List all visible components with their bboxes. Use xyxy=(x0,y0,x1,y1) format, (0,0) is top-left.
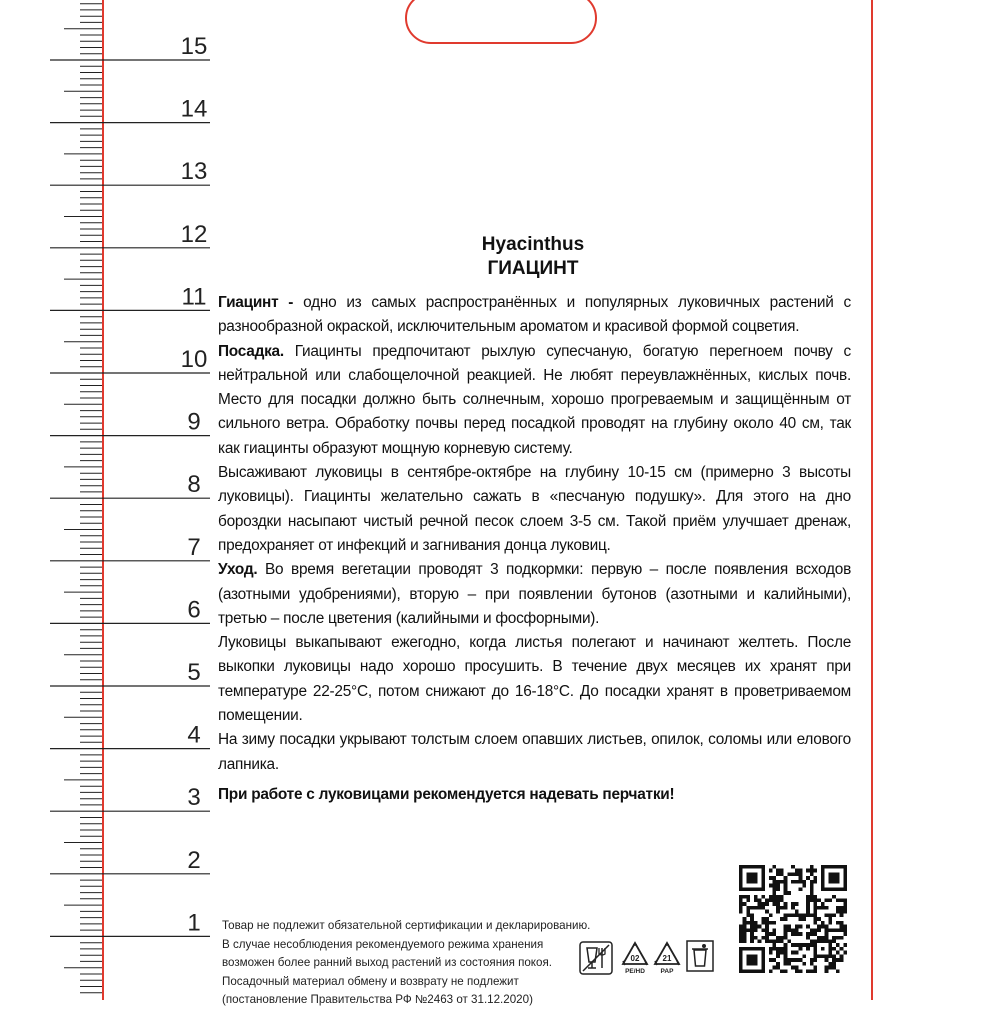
ruler-label: 12 xyxy=(180,220,208,248)
pap-label: PAP xyxy=(660,968,674,975)
pap-code: 21 xyxy=(662,954,672,963)
title-latin: Hyacinthus xyxy=(481,234,585,255)
footer-line: Посадочный материал обмену и возврату не подлежит xyxy=(222,974,519,988)
footer-line: Товар не подлежит обязательной сертификации и декларированию. xyxy=(222,919,591,932)
recycle-pe-hd-icon xyxy=(620,940,650,976)
title-russian: ГИАЦИНТ xyxy=(487,258,579,279)
qr-code-icon xyxy=(739,865,847,973)
pe-code: 02 xyxy=(630,954,640,963)
glass-fork-icon xyxy=(578,940,614,976)
ruler-label: 2 xyxy=(187,846,201,874)
ruler-label: 5 xyxy=(187,659,201,686)
ruler-label: 4 xyxy=(187,721,201,749)
footer-notes xyxy=(222,917,622,1010)
ruler-label: 7 xyxy=(187,533,201,561)
warning-gloves: При работе с луковицами рекомендуется надевать перчатки! xyxy=(218,785,675,803)
paragraph-planting-time: Высаживают луковицы в сентябре-октябре на глубину 10-15 см (примерно 3 высоты луковицы). Гиацинты желательно сажать в «песчаную подушку». Для этого на дно бороздки насыпают чистый речной песок слоем 3-5 см. Такой приём улучшает дренаж, предохраняет от инфекций и загнивания донца луковиц. xyxy=(218,464,851,554)
right-red-border xyxy=(871,0,873,1000)
ruler-label: 11 xyxy=(181,283,207,311)
ruler-label: 15 xyxy=(180,33,208,60)
footer-line: (постановление Правительства РФ №2463 от 31.12.2020) xyxy=(222,993,533,1006)
paragraph-planting: Посадка. Гиацинты предпочитают рыхлую супесчаную, богатую перегноем почву с нейтральной или слабощелочной реакцией. Не любят переувлажнённых, кислых почв. Место для посадки должно быть солнечным, хорошо прогреваемым и защищённым от сильного ветра. Обработку почвы перед посадкой проводят на глубину около 40 см, так как гиацинты образуют мощную корневую систему. xyxy=(218,342,851,457)
paragraph-care: Уход. Во время вегетации проводят 3 подкормки: первую – после появления всходов (азотными удобрениями), вторую – при появлении бутонов (азотными и калийными), третью – после цветения (калийными и фосфорными). xyxy=(218,561,851,627)
hang-hole xyxy=(405,0,597,44)
ruler-label: 13 xyxy=(180,158,208,186)
ruler-label: 1 xyxy=(187,909,201,937)
paragraph-storage: Луковицы выкапывают ежегодно, когда листья полегают и начинают желтеть. После выкопки луковицы надо хорошо просушить. В течение двух месяцев их хранят при температуре 22-25°С, потом снижают до 16-18°С. До посадки хранят в проветриваемом помещении. xyxy=(218,634,851,725)
ruler-label: 9 xyxy=(187,408,201,436)
pe-label: PE/HD xyxy=(625,968,645,975)
paragraph-intro: Гиацинт - одно из самых распространённых и популярных луковичных растений с разнообразной окраской, исключительным ароматом и красивой формой соцветия. xyxy=(218,294,851,336)
ruler-label: 6 xyxy=(187,596,201,624)
footer-line: В случае несоблюдения рекомендуемого режима хранения xyxy=(222,937,544,951)
ruler-label: 10 xyxy=(180,346,208,373)
ruler-label: 14 xyxy=(180,95,208,123)
ruler-label: 8 xyxy=(187,471,201,499)
trash-bin-icon xyxy=(686,940,714,972)
description xyxy=(218,291,851,807)
ruler-label: 3 xyxy=(187,784,201,812)
recycle-pap-icon xyxy=(652,940,682,976)
paragraph-winter: На зиму посадки укрывают толстым слоем опавших листьев, опилок, соломы или елового лапника. xyxy=(218,731,851,773)
footer-line: возможен более ранний выход растений из состояния покоя. xyxy=(222,956,552,969)
ruler xyxy=(0,0,230,1000)
